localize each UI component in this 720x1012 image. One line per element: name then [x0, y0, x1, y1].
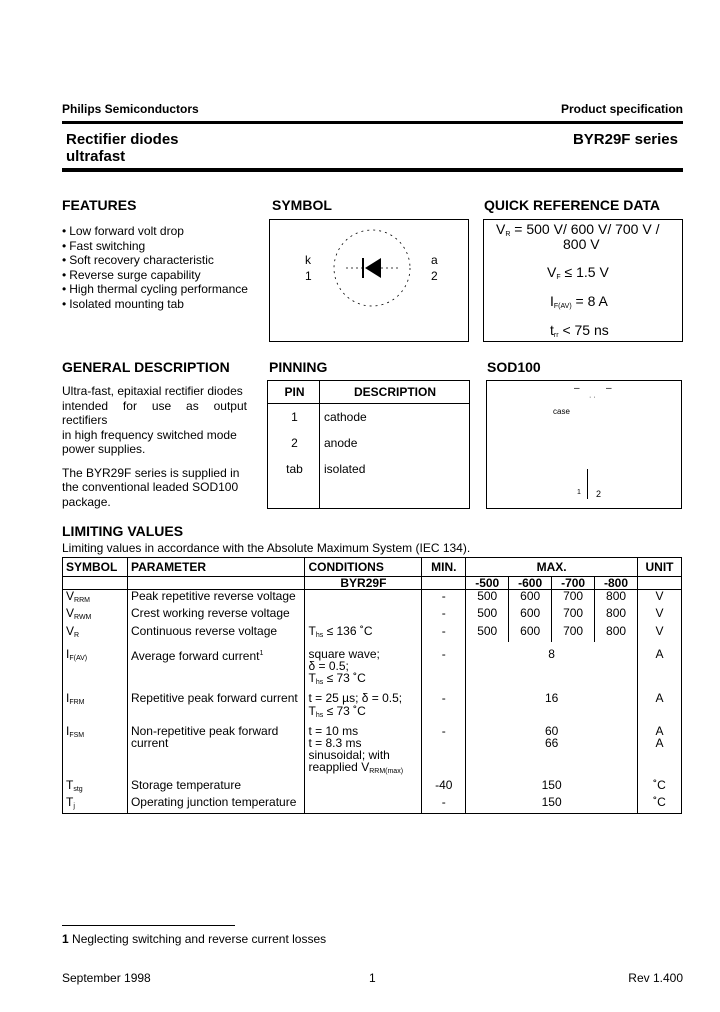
series-title: BYR29F series — [572, 131, 678, 148]
symbol-heading: SYMBOL — [272, 197, 332, 213]
qrd-trr: $t_{rr} < 75$ ns — [550, 322, 609, 339]
col-max: MAX. — [466, 558, 638, 577]
symbol-a-label: a — [431, 253, 438, 267]
pinning-table — [268, 381, 469, 482]
sod-dash: – — [606, 383, 612, 394]
qrd-vr: $V_R = 500$ V/ 600 V/ 700 V / — [496, 221, 660, 238]
title-line2: ultrafast — [66, 148, 126, 165]
sod-lead — [587, 469, 588, 499]
variant-500: -500 — [466, 577, 509, 590]
feature-item: • Reverse surge capability — [62, 268, 248, 283]
table-row: $V_R$ Continuous reverse voltage $T_{hs} \le 136$ ˚C - 500 600 700 800 V — [63, 625, 682, 642]
variant-600: -600 — [509, 577, 552, 590]
symbol-k-label: k — [305, 253, 311, 267]
feature-item: • Soft recovery characteristic — [62, 253, 248, 268]
company-name: Philips Semiconductors — [62, 102, 199, 116]
table-row: $T_{stg}$ Storage temperature -40 150 ˚C — [63, 779, 682, 796]
general-text: Ultra-fast, epitaxial rectifier diodes intended for use as output rectifiers in high frequency switched mode power supplies. The BYR29F series is supplied in the conventional leaded SOD100 package. — [62, 384, 247, 509]
features-list — [62, 224, 248, 311]
variant-800: -800 — [595, 577, 638, 590]
part-label: BYR29F — [305, 577, 422, 590]
sod-dash: – — [574, 383, 580, 394]
header-rule — [62, 121, 683, 124]
sod-heading: SOD100 — [487, 359, 541, 375]
symbol-pin2-label: 2 — [431, 269, 438, 283]
sod-pin2-label: 2 — [596, 489, 602, 499]
desc-col-header: DESCRIPTION — [321, 381, 469, 404]
title-rule — [62, 168, 683, 172]
col-min: MIN. — [422, 558, 466, 577]
limiting-table — [62, 557, 682, 814]
qrd-box — [483, 219, 683, 342]
features-heading: FEATURES — [62, 197, 137, 213]
footer-rev: Rev 1.400 — [628, 971, 683, 985]
pin-col-header: PIN — [268, 381, 321, 404]
pin-row: tab isolated — [286, 462, 366, 476]
qrd-vr-line2: 800 V — [563, 236, 600, 252]
footnote-rule — [62, 925, 235, 926]
sod-box — [486, 380, 682, 509]
col-unit: UNIT — [638, 558, 682, 577]
sod-pin1-label: 1 — [577, 489, 581, 496]
table-row: $I_{F(AV)}$ Average forward current$^1$ square wave; δ = 0.5; $T_{hs} \le 73$ ˚C - 8 A — [63, 642, 682, 690]
general-heading: GENERAL DESCRIPTION — [62, 359, 230, 375]
pin-row: 1 cathode — [291, 410, 367, 424]
col-parameter: PARAMETER — [127, 558, 305, 577]
feature-item: • Low forward volt drop — [62, 224, 248, 239]
table-row: $I_{FSM}$ Non-repetitive peak forward current t = 10 ms t = 8.3 ms sinusoidal; with reapplied $V_{RRM(max)}$ - 60 66 A A — [63, 722, 682, 779]
title-line1: Rectifier diodes — [66, 131, 179, 148]
qrd-if: $I_{F(AV)} = 8$ A — [550, 293, 608, 310]
symbol-pin1-label: 1 — [305, 269, 312, 283]
symbol-box — [269, 219, 469, 342]
col-symbol: SYMBOL — [63, 558, 128, 577]
table-row: $V_{RWM}$ Crest working reverse voltage - 500 600 700 800 V — [63, 607, 682, 624]
table-row: $V_{RRM}$ Peak repetitive reverse voltage - 500 600 700 800 V — [63, 590, 682, 608]
feature-item: • Isolated mounting tab — [62, 297, 248, 312]
table-row: $T_j$ Operating junction temperature - 150 ˚C — [63, 796, 682, 814]
feature-item: • High thermal cycling performance — [62, 282, 248, 297]
qrd-heading: QUICK REFERENCE DATA — [484, 197, 661, 213]
sod-dots: · · — [589, 394, 596, 401]
pinning-heading: PINNING — [269, 359, 328, 375]
doc-type: Product specification — [560, 102, 683, 116]
sod-case-label: case — [553, 407, 570, 416]
pin-row: 2 anode — [291, 436, 358, 450]
limiting-heading: LIMITING VALUES — [62, 523, 184, 539]
variant-700: -700 — [552, 577, 595, 590]
footnote: 1 Neglecting switching and reverse current losses — [62, 932, 327, 946]
qrd-vf: $V_F \le 1.5$ V — [547, 264, 609, 281]
feature-item: • Fast switching — [62, 239, 248, 254]
footer-page: 1 — [369, 971, 376, 985]
table-row: $I_{FRM}$ Repetitive peak forward current t = 25 µs; δ = 0.5; $T_{hs} \le 73$ ˚C - 16 A — [63, 689, 682, 721]
col-conditions: CONDITIONS — [305, 558, 422, 577]
diode-symbol-icon — [270, 220, 468, 341]
footer-date: September 1998 — [62, 971, 151, 985]
limiting-intro: Limiting values in accordance with the Absolute Maximum System (IEC 134). — [62, 541, 471, 555]
